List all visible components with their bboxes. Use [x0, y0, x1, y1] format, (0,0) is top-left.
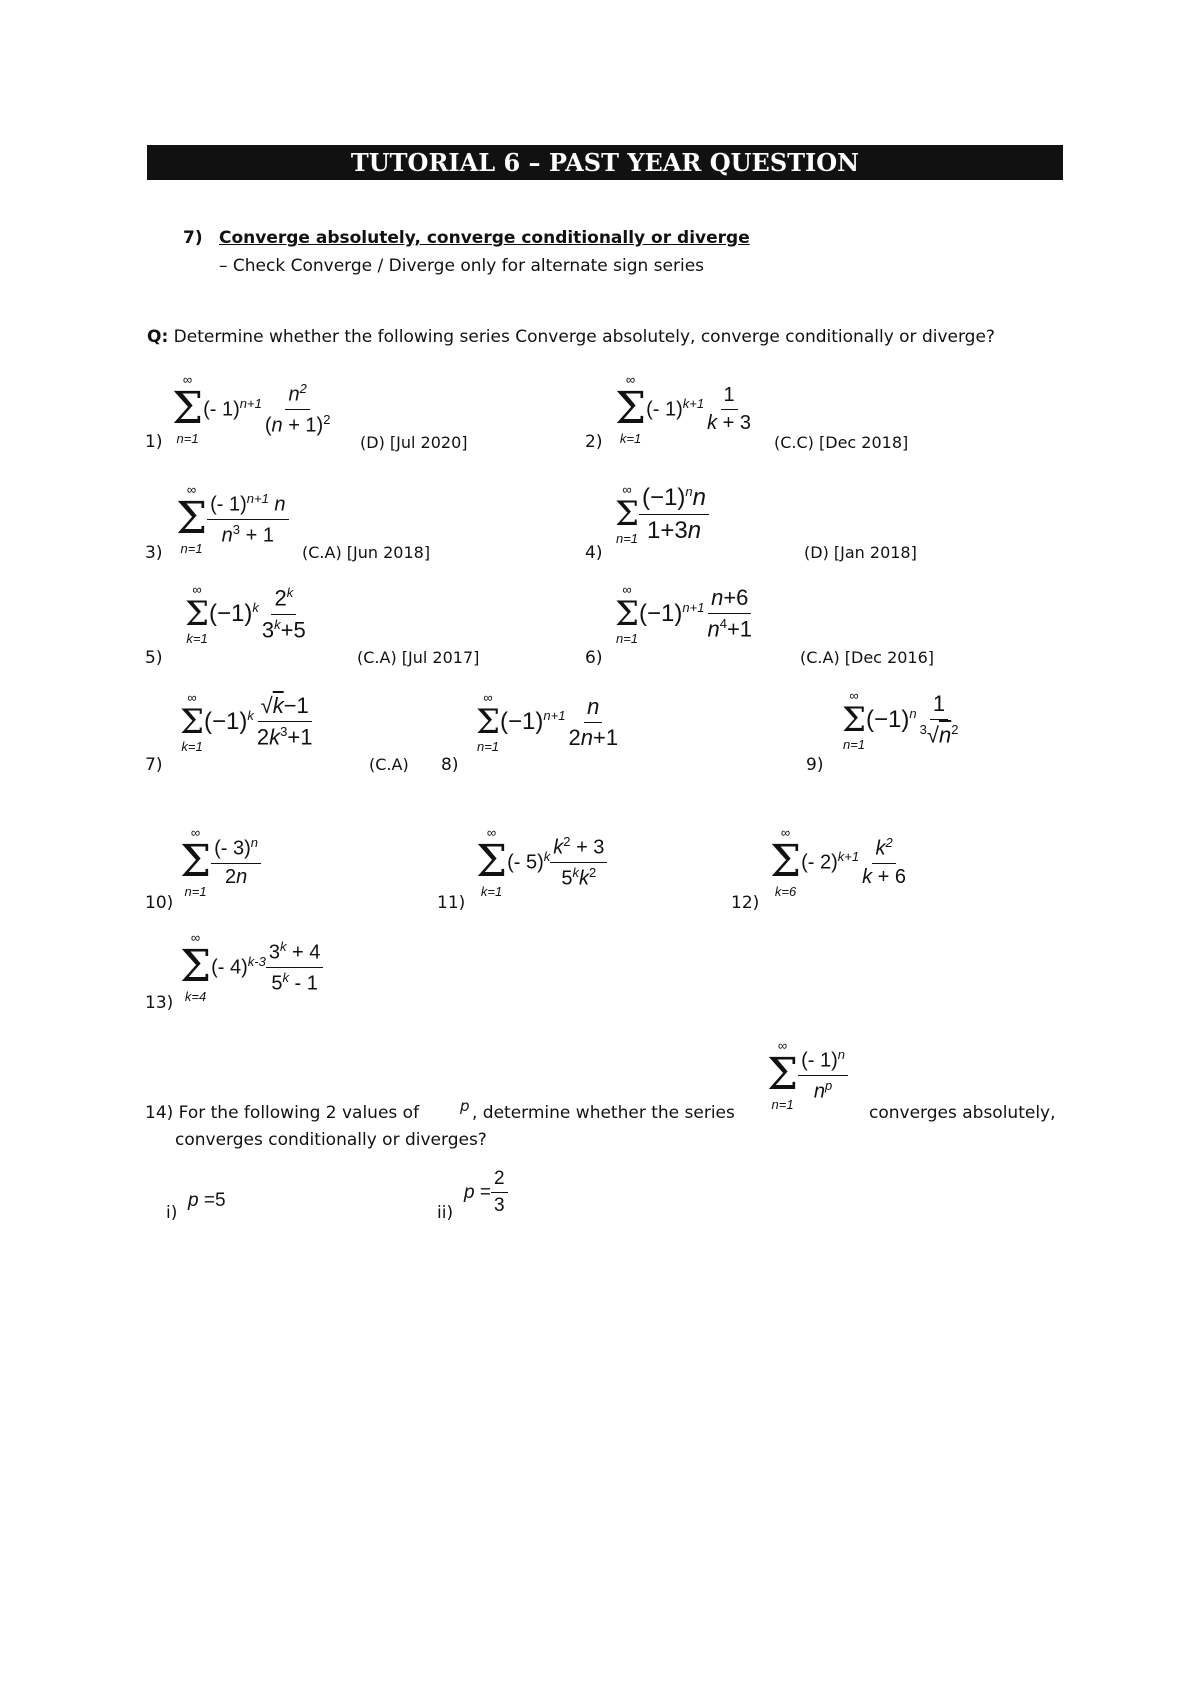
problem-13-series: ∞ Σ k=4 (- 4)$^{k-3}$ $\frac{3^k + 4}{5^k - 1}$	[180, 930, 323, 1004]
section-note: – Check Converge / Diverge only for alternate sign series	[219, 256, 705, 276]
problem-11-number: 11)	[437, 893, 466, 913]
section-number: 7)	[183, 228, 203, 248]
problem-3-number: 3)	[145, 543, 163, 563]
problem-7-series: ∞ Σ k=1 $(-1)^k$ $\frac{√k-1}{2k^3+1}$	[180, 690, 313, 754]
q14-line2: converges conditionally or diverges?	[175, 1130, 487, 1150]
question-label: Q:	[147, 327, 169, 347]
problem-1-series: ∞ Σ n=1 (- 1)$^{n+1}$ $\frac{n^2}{(n + 1)^2}$	[172, 372, 331, 446]
problem-6-answer: (C.A) [Dec 2016]	[800, 648, 935, 667]
problem-5-answer: (C.A) [Jul 2017]	[357, 648, 480, 667]
problem-1-number: 1)	[145, 432, 163, 452]
q14-part-ii-value: p = $\frac{2}{3}$	[464, 1168, 508, 1217]
problem-6-number: 6)	[585, 648, 603, 668]
problem-2-number: 2)	[585, 432, 603, 452]
problem-2-answer: (C.C) [Dec 2018]	[774, 433, 909, 452]
q14-line1-mid: , determine whether the series	[472, 1103, 735, 1123]
q14-series: ∞ Σ n=1 $\frac{(- 1)^n}{n^p}$	[767, 1038, 848, 1112]
problem-9-number: 9)	[806, 755, 824, 775]
problem-3-answer: (C.A) [Jun 2018]	[302, 543, 431, 562]
problem-11-series: ∞ Σ k=1 (- 5)$^k$ $\frac{k^2 + 3}{5^kk^2}$	[476, 825, 607, 899]
problem-2-series: ∞ Σ k=1 (- 1)$^{k+1}$ $\frac{1}{k + 3}$	[615, 372, 752, 446]
problem-5-series: ∞ Σ k=1 $(-1)^k$ $\frac{2^k}{3^k+5}$	[185, 582, 306, 646]
problem-1-answer: (D) [Jul 2020]	[360, 433, 468, 452]
section-heading: Converge absolutely, converge conditionally or diverge	[219, 228, 750, 248]
problem-3-series: ∞ Σ n=1 $\frac{(- 1)^{n+1} n}{n^3 + 1}$	[176, 482, 289, 556]
q14-part-i-label: i)	[166, 1203, 178, 1223]
problem-7-answer: (C.A)	[369, 755, 409, 774]
q14-part-ii-label: ii)	[437, 1203, 454, 1223]
q14-p-symbol: p	[460, 1097, 470, 1115]
problem-10-number: 10)	[145, 893, 174, 913]
problem-12-series: ∞ Σ k=6 (- 2)$^{k+1}$ $\frac{k^2}{k + 6}$	[770, 825, 907, 899]
problem-7-number: 7)	[145, 755, 163, 775]
page-title: TUTORIAL 6 – PAST YEAR QUESTION	[147, 145, 1063, 180]
problem-10-series: ∞ Σ n=1 $\frac{(- 3)^n}{2n}$	[180, 825, 261, 899]
q14-part-i-value: p =5	[188, 1190, 226, 1211]
q14-line1-prefix: 14) For the following 2 values of	[145, 1103, 420, 1123]
problem-12-number: 12)	[731, 893, 760, 913]
problem-4-series: ∞ Σ n=1 $\frac{(-1)^nn}{1+3n}$	[615, 482, 709, 546]
problem-6-series: ∞ Σ n=1 $(-1)^{n+1}$ $\frac{n+6}{n^4+1}$	[615, 582, 753, 646]
problem-8-number: 8)	[441, 755, 459, 775]
problem-5-number: 5)	[145, 648, 163, 668]
q14-line1-suffix: converges absolutely,	[869, 1103, 1056, 1123]
problem-4-number: 4)	[585, 543, 603, 563]
problem-13-number: 13)	[145, 993, 174, 1013]
question-text: Determine whether the following series Converge absolutely, converge conditionally or diverge?	[173, 327, 995, 347]
problem-9-series: ∞ Σ n=1 $(-1)^n$ $\frac{1}{^3√n^2}$	[842, 688, 959, 752]
problem-4-answer: (D) [Jan 2018]	[804, 543, 917, 562]
problem-8-series: ∞ Σ n=1 $(-1)^{n+1}$ $\frac{n}{2n+1}$	[476, 690, 619, 754]
